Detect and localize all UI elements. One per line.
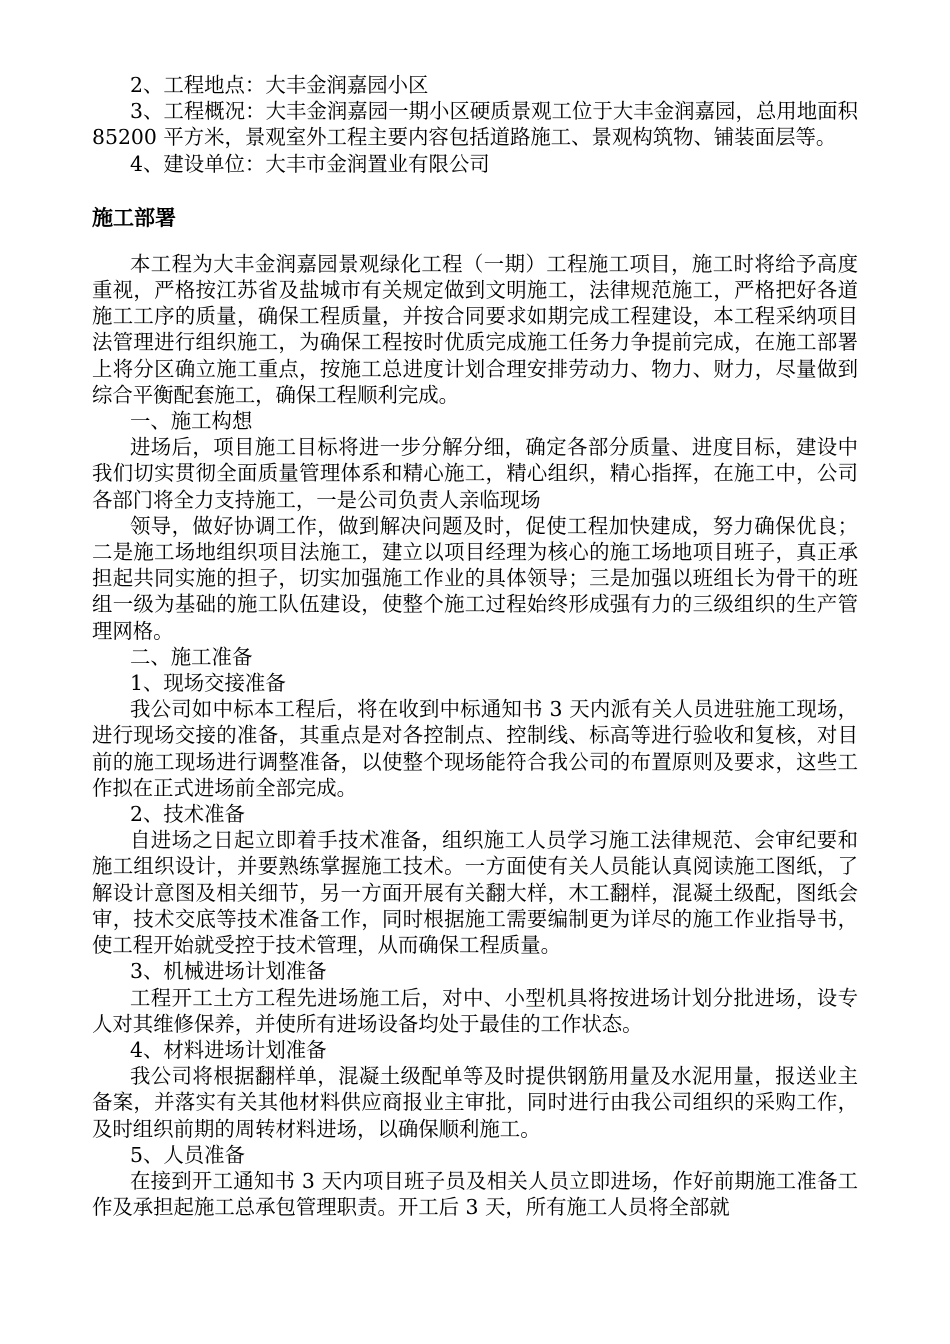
personnel-paragraph: 在接到开工通知书 3 天内项目班子员及相关人员立即进场，作好前期施工准备工作及承担起施工总承包管理职责。开工后 3 天，所有施工人员将全部就	[92, 1168, 858, 1220]
subheading-site-handover: 1、现场交接准备	[130, 671, 286, 696]
technical-paragraph: 自进场之日起立即着手技术准备，组织施工人员学习施工法律规范、会审纪要和施工组织设计，并要熟练掌握施工技术。一方面使有关人员能认真阅读施工图纸，了解设计意图及相关细节，另一方面开展有关翻大样，木工翻样，混凝土级配，图纸会审，技术交底等技术准备工作，同时根据施工需要编制更为详尽的施工作业指导书，使工程开始就受控于技术管理，从而确保工程质量。	[92, 828, 858, 958]
site-handover-paragraph: 我公司如中标本工程后，将在收到中标通知书 3 天内派有关人员进驻施工现场，进行现场交接的准备，其重点是对各控制点、控制线、标高等进行验收和复核，对目前的施工现场进行调整准备，以使整个现场能符合我公司的布置原则及要求，这些工作拟在正式进场前全部完成。	[92, 697, 858, 800]
subheading-technical: 2、技术准备	[130, 802, 245, 827]
subheading-concept: 一、施工构想	[130, 409, 253, 434]
subheading-machinery: 3、机械进场计划准备	[130, 959, 327, 984]
section-heading: 施工部署	[92, 205, 176, 230]
subheading-materials: 4、材料进场计划准备	[130, 1037, 327, 1062]
subheading-preparation: 二、施工准备	[130, 644, 253, 669]
concept-paragraph-continued: 领导，做好协调工作，做到解决问题及时，促使工程加快建成，努力确保优良；二是施工场地组织项目法施工，建立以项目经理为核心的施工场地项目班子，真正承担起共同实施的担子，切实加强施工作业的具体领导；三是加强以班组长为骨干的班组一级为基础的施工队伍建设，使整个施工过程始终形成强有力的三级组织的生产管理网格。	[92, 513, 858, 643]
concept-paragraph: 进场后，项目施工目标将进一步分解分细，确定各部分质量、进度目标，建设中我们切实贯彻全面质量管理体系和精心施工，精心组织，精心指挥，在施工中，公司各部门将全力支持施工，一是公司负责人亲临现场	[92, 435, 858, 512]
subheading-personnel: 5、人员准备	[130, 1142, 245, 1167]
construction-unit: 4、建设单位：大丰市金润置业有限公司	[130, 151, 490, 176]
machinery-paragraph: 工程开工土方工程先进场施工后，对中、小型机具将按进场计划分批进场，设专人对其维修保养，并使所有进场设备均处于最佳的工作状态。	[92, 985, 858, 1036]
deployment-paragraph: 本工程为大丰金润嘉园景观绿化工程（一期）工程施工项目，施工时将给予高度重视，严格按江苏省及盐城市有关规定做到文明施工，法律规范施工，严格把好各道施工工序的质量，确保工程质量，并按合同要求如期完成工程建设，本工程采纳项目法管理进行组织施工，为确保工程按时优质完成施工任务力争提前完成，在施工部署上将分区确立施工重点，按施工总进度计划合理安排劳动力、物力、财力，尽量做到综合平衡配套施工，确保工程顺利完成。	[92, 251, 858, 407]
project-overview: 3、工程概况：大丰金润嘉园一期小区硬质景观工位于大丰金润嘉园，总用地面积 85200 平方米，景观室外工程主要内容包括道路施工、景观构筑物、铺装面层等。	[92, 99, 858, 150]
materials-paragraph: 我公司将根据翻样单，混凝土级配单等及时提供钢筋用量及水泥用量，报送业主备案，并落实有关其他材料供应商报业主审批，同时进行由我公司组织的采购工作，及时组织前期的周转材料进场，以确保顺利施工。	[92, 1064, 858, 1141]
project-location: 2、工程地点：大丰金润嘉园小区	[130, 73, 429, 97]
